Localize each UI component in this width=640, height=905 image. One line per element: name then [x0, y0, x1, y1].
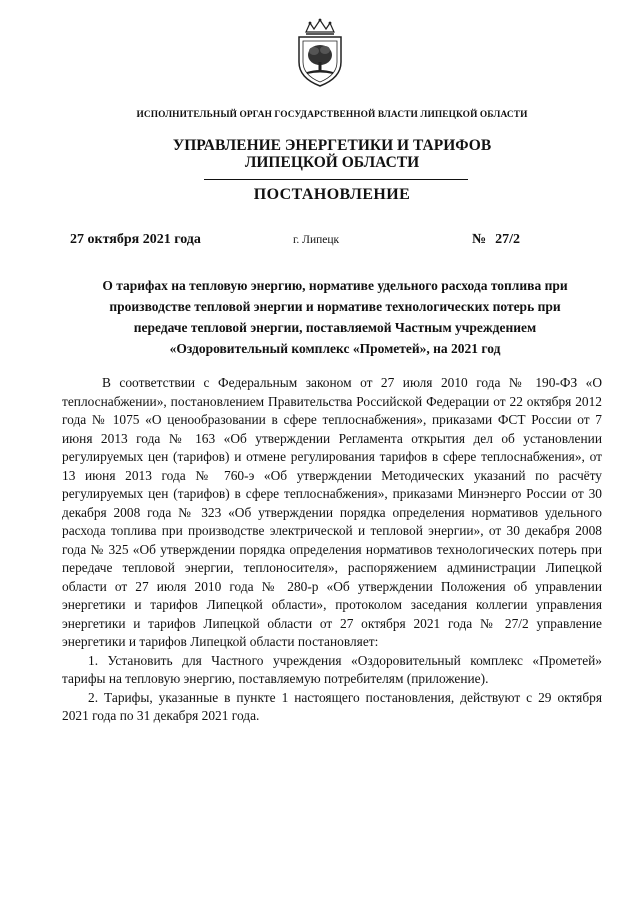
title-line-4: «Оздоровительный комплекс «Прометей», на 2021 год — [169, 341, 501, 356]
document-title — [70, 275, 600, 359]
org-line: ИСПОЛНИТЕЛЬНЫЙ ОРГАН ГОСУДАРСТВЕННОЙ ВЛАСТИ ЛИПЕЦКОЙ ОБЛАСТИ — [136, 110, 528, 120]
item-2-paragraph: 2. Тарифы, указанные в пункте 1 настоящего постановления, действуют с 29 октября 2021 года по 31 декабря 2021 года. — [62, 689, 602, 723]
item-1-paragraph: 1. Установить для Частного учреждения «Оздоровительный комплекс «Прометей» тарифы на тепловую энергию, поставляемую потребителям (приложение). — [62, 652, 602, 686]
coat-of-arms-icon — [294, 18, 346, 88]
title-line-1: О тарифах на тепловую энергию, нормативе удельного расхода топлива при — [102, 278, 568, 293]
title-line-2: производстве тепловой энергии и нормативе технологических потерь при — [109, 299, 561, 314]
document-type: ПОСТАНОВЛЕНИЕ — [253, 186, 411, 203]
number-value: 27/2 — [495, 232, 520, 247]
department-line-2: ЛИПЕЦКОЙ ОБЛАСТИ — [244, 154, 420, 171]
header-divider — [204, 179, 468, 180]
document-body — [62, 374, 602, 726]
document-number — [472, 232, 520, 248]
department-line-1: УПРАВЛЕНИЕ ЭНЕРГЕТИКИ И ТАРИФОВ — [172, 137, 492, 154]
title-line-3: передаче тепловой энергии, поставляемой Частным учреждением — [133, 320, 537, 335]
department-name — [62, 137, 602, 171]
number-sign: № — [472, 232, 487, 247]
preamble-paragraph: В соответствии с Федеральным законом от 27 июля 2010 года № 190-ФЗ «О теплоснабжении», постановлением Правительства Российской Федерации от 22 октября 2012 года № 1075 «О ценообразовании в сфере теплоснабжения», приказами ФСТ России от 7 июня 2013 года № 163 «Об утверждении Регламента открытия дел об установлении регулируемых цен (тарифов) и отмене регулирования тарифов в сфере теплоснабжения», от 13 июня 2013 года № 760-э «Об утверждении Методических указаний по расчёту регулируемых цен (тарифов) в сфере теплоснабжения», приказами Минэнерго России от 30 декабря 2008 года № 323 «Об утверждении порядка определения нормативов удельного расхода топлива при производстве электрической и тепловой энергии», от 30 декабря 2008 года № 325 «Об утверждении порядка определения нормативов технологических потерь при передаче тепловой энергии, теплоносителя», распоряжением администрации Липецкой области от 27 июля 2010 года № 280-р «Об утверждении Положения об управлении энергетики и тарифов Липецкой области», протоколом заседания коллегии управления энергетики и тарифов Липецкой области от 27 октября 2021 года № 27/2 управление энергетики и тарифов Липецкой области постановляет: — [62, 375, 602, 649]
document-city: г. Липецк — [293, 234, 340, 246]
document-date: 27 октября 2021 года — [70, 232, 201, 247]
